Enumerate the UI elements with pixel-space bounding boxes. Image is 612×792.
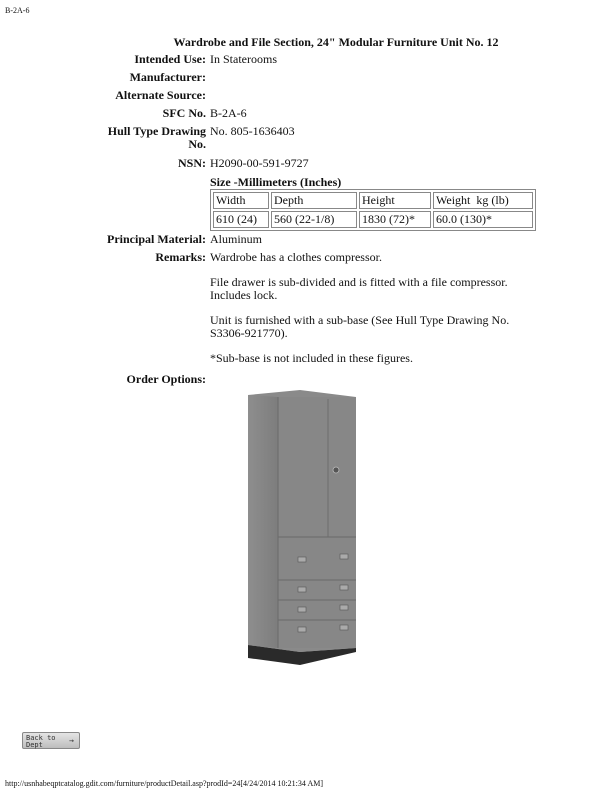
order-options-label: Order Options: [126,372,206,386]
size-value-depth: 560 (22-1/8) [271,211,357,228]
lock-icon [333,467,339,473]
drawer-handle-icon [298,557,306,562]
intended-use-value: In Staterooms [210,52,277,66]
remarks-paragraph: Unit is furnished with a sub-base (See Hull Type Drawing No. S3306-921770). [210,313,510,340]
hull-drawing-value: No. 805-1636403 [210,124,295,138]
product-title: Wardrobe and File Section, 24" Modular Furniture Unit No. 12 [173,35,499,49]
size-value-width: 610 (24) [213,211,269,228]
back-button-line1: Back to [26,734,56,742]
principal-material-label: Principal Material: [107,232,206,246]
product-image [248,390,356,665]
remarks-paragraph: *Sub-base is not included in these figures. [210,351,413,365]
alternate-source-label: Alternate Source: [115,88,206,102]
hull-drawing-label-line1: Hull Type Drawing [107,124,206,138]
principal-material-value: Aluminum [210,232,263,246]
remarks-paragraph: Wardrobe has a clothes compressor. [210,250,382,264]
remarks-value [210,251,530,377]
size-value-weight: 60.0 (130)* [433,211,533,228]
back-to-dept-button[interactable] [22,732,80,749]
size-header-weight: Weight kg (lb) [433,192,533,209]
remarks-paragraph: File drawer is sub-divided and is fitted with a file compressor. Includes lock. [210,275,508,302]
manufacturer-label: Manufacturer: [129,70,206,84]
sfc-no-value: B-2A-6 [210,106,247,120]
page-footer-url: http://usnhabeqptcatalog.gdit.com/furniture/productDetail.asp?prodId=24[4/24/2014 10:21:34 AM] [5,779,324,788]
hull-drawing-label-line2: No. [188,137,206,151]
cabinet-front [278,397,356,648]
size-table [210,189,536,231]
back-button-line2: Dept [26,741,43,749]
page-header: B-2A-6 [5,6,30,15]
size-table-caption: Size -Millimeters (Inches) [210,175,342,189]
nsn-label: NSN: [177,156,206,170]
remarks-label: Remarks: [155,250,206,264]
size-table-value-row [213,211,533,228]
nsn-value: H2090-00-591-9727 [210,156,309,170]
sfc-no-label: SFC No. [162,106,206,120]
intended-use-label: Intended Use: [134,52,206,66]
size-header-depth: Depth [271,192,357,209]
cabinet-side [248,395,278,648]
size-header-width: Width [213,192,269,209]
size-header-height: Height [359,192,431,209]
hull-drawing-label [0,125,206,151]
size-table-header-row [213,192,533,209]
arrow-right-icon: → [69,736,74,745]
size-value-height: 1830 (72)* [359,211,431,228]
